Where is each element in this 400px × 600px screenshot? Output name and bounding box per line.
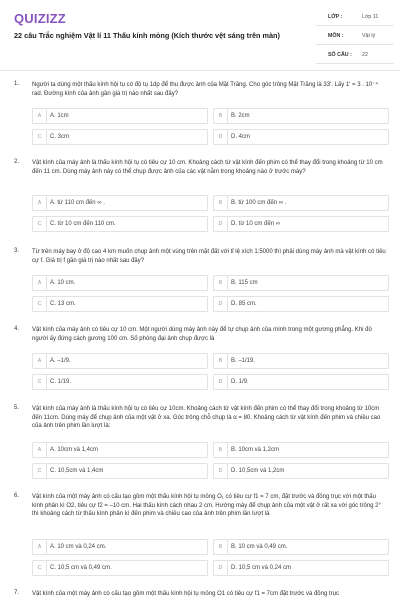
question-number: 6. bbox=[14, 493, 20, 499]
meta-class-value: Lớp 11 bbox=[362, 14, 379, 20]
worksheet-header bbox=[0, 0, 400, 64]
option-letter: A bbox=[33, 109, 47, 123]
option-d[interactable] bbox=[213, 296, 389, 312]
option-b[interactable] bbox=[213, 539, 389, 555]
option-letter: A bbox=[33, 196, 47, 210]
question-text: Vật kính của một máy ảnh có cấu tạo gồm một thấu kính hội tụ mỏng O₁ có tiêu cự f1 = 7 cm, đặt trước và đồng trục với một thấu kính phân kì O2, tiêu cự f2 = –10 cm. Hai thấu kính cách nhau 2 cm. Hướng máy để chụp ảnh của một vật ở rất xa với góc trông 2° thì khoảng cách từ thấu kính phân kì đến phim và chiều cao của ảnh trên phim lần lượt là bbox=[32, 494, 381, 518]
option-text: B. –1/19. bbox=[231, 358, 256, 364]
option-a[interactable] bbox=[32, 275, 208, 291]
question-number: 3. bbox=[14, 248, 20, 254]
option-c[interactable] bbox=[32, 216, 208, 232]
option-text: C. từ 10 cm đến 110 cm. bbox=[50, 221, 116, 227]
option-letter: D bbox=[214, 561, 228, 575]
option-text: C. 1/19. bbox=[50, 379, 72, 385]
option-letter: D bbox=[214, 464, 228, 478]
question-text: Vật kính của máy ảnh là thấu kính hội tụ có tiêu cự 10cm. Khoảng cách từ vật kính đến phim có thể thay đổi trong khoảng từ 10cm đến 11cm. Dùng máy để chụp ảnh của một vật ở xa. Góc trông chỗ chụp là α = 80. Khoảng cách từ vật kính đến phim và chiều cao của ảnh trên phim lần lượt là: bbox=[32, 406, 381, 430]
option-text: C. 10,5cm và 1,4cm bbox=[50, 468, 104, 474]
option-a[interactable] bbox=[32, 108, 208, 124]
option-d[interactable] bbox=[213, 560, 389, 576]
option-c[interactable] bbox=[32, 129, 208, 145]
option-letter: A bbox=[33, 354, 47, 368]
option-text: B. 10cm và 1,2cm bbox=[231, 447, 280, 453]
option-text: B. 10 cm và 0,49 cm. bbox=[231, 544, 288, 550]
question-text: Vật kính của máy ảnh có tiêu cự 10 cm. Một người dùng máy ảnh này để tự chụp ảnh của mình trong một gương phẳng. Khi đó người ấy đứng cách gương 100 cm. Số phóng đại ảnh chụp được là bbox=[32, 327, 372, 342]
question-text: Vật kính của một máy ảnh có cấu tạo gồm một thấu kính hội tụ mỏng O1 có tiêu cự f1 = 7cm đặt trước và đồng trục bbox=[32, 591, 339, 597]
question-text: Từ trên máy bay ở độ cao 4 km muốn chụp ảnh một vùng trên mặt đất với tỉ lệ xích 1:5000 thì phải dùng máy ảnh mà vật kính có tiêu cự f. Giá trị f gần giá trị nào nhất sau đây? bbox=[32, 249, 386, 264]
option-letter: B bbox=[214, 443, 228, 457]
quizizz-logo[interactable]: QUIZIZZ bbox=[14, 11, 66, 26]
question-number: 5. bbox=[14, 405, 20, 411]
option-a[interactable] bbox=[32, 195, 208, 211]
option-letter: A bbox=[33, 443, 47, 457]
option-b[interactable] bbox=[213, 195, 389, 211]
option-d[interactable] bbox=[213, 216, 389, 232]
option-letter: D bbox=[214, 217, 228, 231]
option-d[interactable] bbox=[213, 129, 389, 145]
option-text: A. 10 cm. bbox=[50, 280, 76, 286]
meta-count-label: SỐ CÂU : bbox=[328, 52, 352, 58]
option-letter: C bbox=[33, 561, 47, 575]
meta-subject-value: Vật lý bbox=[362, 33, 376, 39]
option-text: B. từ 100 cm đến ∞ . bbox=[231, 200, 287, 206]
option-text: C. 10,5 cm và 0,49 cm. bbox=[50, 565, 112, 571]
question-number: 2. bbox=[14, 159, 20, 165]
option-d[interactable] bbox=[213, 374, 389, 390]
option-c[interactable] bbox=[32, 374, 208, 390]
option-text: A. từ 110 cm đến ∞ . bbox=[50, 200, 105, 206]
option-text: D. 85 cm. bbox=[231, 301, 257, 307]
option-text: D. từ 10 cm đến ∞ bbox=[231, 221, 280, 227]
option-text: D. 1/9. bbox=[231, 379, 249, 385]
option-letter: C bbox=[33, 217, 47, 231]
option-text: D. 4cm bbox=[231, 134, 251, 140]
option-d[interactable] bbox=[213, 463, 389, 479]
option-letter: A bbox=[33, 540, 47, 554]
option-letter: D bbox=[214, 375, 228, 389]
option-a[interactable] bbox=[32, 353, 208, 369]
option-text: A. 1cm bbox=[50, 113, 69, 119]
option-b[interactable] bbox=[213, 442, 389, 458]
option-letter: C bbox=[33, 130, 47, 144]
meta-subject-row bbox=[316, 29, 394, 45]
meta-class-label: LỚP : bbox=[328, 14, 343, 20]
option-text: B. 115 cm bbox=[231, 280, 258, 286]
option-c[interactable] bbox=[32, 560, 208, 576]
header-divider bbox=[0, 70, 400, 71]
option-c[interactable] bbox=[32, 296, 208, 312]
meta-count-row bbox=[316, 48, 394, 64]
option-letter: C bbox=[33, 464, 47, 478]
option-text: A. –1/9. bbox=[50, 358, 71, 364]
question-text: Vật kính của máy ảnh là thấu kính hội tụ có tiêu cự 10 cm. Khoảng cách từ vật kính đến phim có thể thay đổi trong khoảng từ 10 cm đến 11 cm. Dùng máy ảnh này có thể chụp được ảnh của các vật nằm trong khoảng nào ở trước máy? bbox=[32, 160, 383, 175]
option-b[interactable] bbox=[213, 108, 389, 124]
meta-class-row bbox=[316, 10, 394, 26]
option-a[interactable] bbox=[32, 539, 208, 555]
option-text: A. 10cm và 1,4cm bbox=[50, 447, 99, 453]
option-c[interactable] bbox=[32, 463, 208, 479]
option-text: D. 10,5 cm và 0,24 cm bbox=[231, 565, 292, 571]
option-b[interactable] bbox=[213, 353, 389, 369]
question-text: Người ta dùng một thấu kính hội tụ có độ tụ 1dp để thu được ảnh của Mặt Trăng. Cho góc trông Mặt Trăng là 33'. Lấy 1' = 3 . 10⁻⁴ rad. Đường kính của ảnh gần giá trị nào nhất sau đây? bbox=[32, 82, 378, 97]
option-letter: B bbox=[214, 276, 228, 290]
option-letter: B bbox=[214, 354, 228, 368]
option-b[interactable] bbox=[213, 275, 389, 291]
option-a[interactable] bbox=[32, 442, 208, 458]
option-text: C. 3cm bbox=[50, 134, 70, 140]
option-letter: B bbox=[214, 196, 228, 210]
option-letter: A bbox=[33, 276, 47, 290]
option-text: B. 2cm bbox=[231, 113, 250, 119]
question-number: 4. bbox=[14, 326, 20, 332]
option-letter: B bbox=[214, 109, 228, 123]
option-letter: D bbox=[214, 130, 228, 144]
meta-subject-label: MÔN : bbox=[328, 33, 344, 39]
question-number: 1. bbox=[14, 81, 20, 87]
option-text: C. 13 cm. bbox=[50, 301, 76, 307]
worksheet-meta bbox=[316, 10, 394, 67]
question-number: 7. bbox=[14, 590, 20, 596]
option-text: D. 10,5cm và 1,2cm bbox=[231, 468, 285, 474]
meta-count-value: 22 bbox=[362, 52, 368, 58]
option-letter: C bbox=[33, 375, 47, 389]
worksheet-title: 22 câu Trắc nghiệm Vật lí 11 Thấu kính mỏng (Kích thước vệt sáng trên màn) bbox=[14, 31, 280, 40]
option-letter: C bbox=[33, 297, 47, 311]
option-letter: B bbox=[214, 540, 228, 554]
option-letter: D bbox=[214, 297, 228, 311]
option-text: A. 10 cm và 0,24 cm. bbox=[50, 544, 107, 550]
